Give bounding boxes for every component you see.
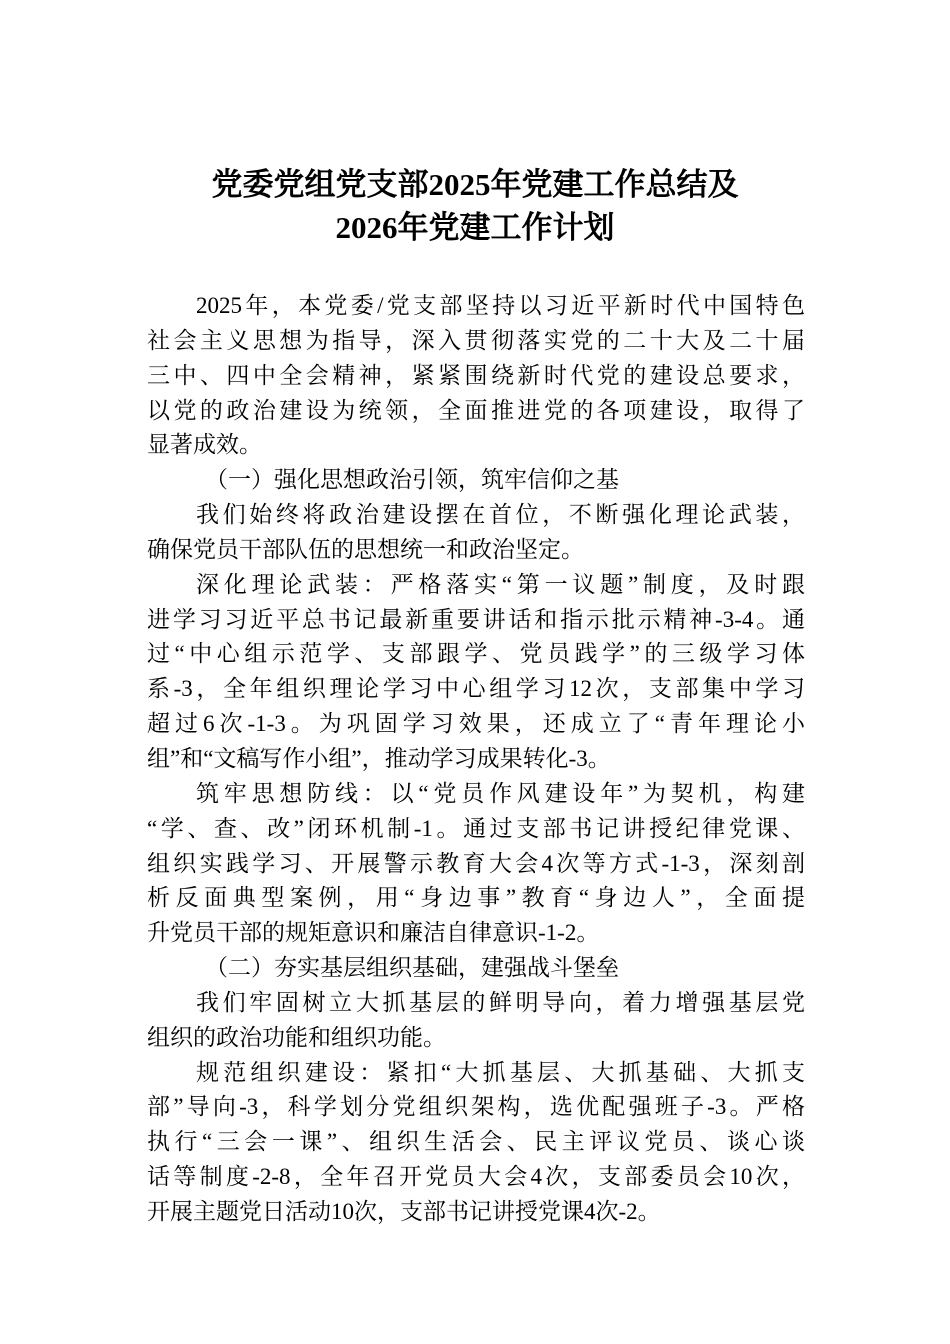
document-title-line-2: 2026年党建工作计划 [335,210,615,245]
paragraph [147,986,805,1056]
paragraph [147,1056,805,1230]
paragraph-line: 升党员干部的规矩意识和廉洁自律意识-1-2。 [147,920,600,946]
paragraph [147,777,805,951]
paragraph-line: 话等制度-2-8，全年召开党员大会4次，支部委员会10次， [147,1164,805,1190]
paragraph [147,568,805,777]
paragraph-line: 部”导向-3，科学划分党组织架构，选优配强班子-3。严格 [147,1094,805,1120]
paragraph-line: 以党的政治建设为统领，全面推进党的各项建设，取得了 [147,397,805,423]
paragraph [147,498,805,568]
paragraph-line: 析反面典型案例，用“身边事”教育“身边人”，全面提 [147,885,805,911]
paragraph-line: 2025年，本党委/党支部坚持以习近平新时代中国特色 [196,293,805,318]
paragraph-line: 三中、四中全会精神，紧紧围绕新时代党的建设总要求， [147,362,805,388]
paragraph-line: 过“中心组示范学、支部跟学、党员践学”的三级学习体 [147,641,805,667]
paragraph-line: 系-3，全年组织理论学习中心组学习12次，支部集中学习 [147,676,805,702]
paragraph-line: 我们牢固树立大抓基层的鲜明导向，着力增强基层党 [196,989,805,1015]
section-heading: （二）夯实基层组织基础，建强战斗堡垒 [205,955,619,981]
document-title-line-1: 党委党组党支部2025年党建工作总结及 [211,167,739,202]
section-heading: （一）强化思想政治引领，筑牢信仰之基 [205,467,619,493]
paragraph-line: 我们始终将政治建设摆在首位，不断强化理论武装， [196,502,805,528]
paragraph-line: 社会主义思想为指导，深入贯彻落实党的二十大及二十届 [147,327,805,353]
paragraph-line: 组织实践学习、开展警示教育大会4次等方式-1-3，深刻剖 [147,850,805,876]
paragraph-line: 筑牢思想防线：以“党员作风建设年”为契机，构建 [196,780,805,806]
document-body [147,289,805,1230]
paragraph-line: 规范组织建设：紧扣“大抓基层、大抓基础、大抓支 [196,1059,805,1085]
paragraph-line: 组织的政治功能和组织功能。 [147,1024,446,1050]
paragraph-line: 超过6次-1-3。为巩固学习效果，还成立了“青年理论小 [147,711,805,737]
paragraph-line: 确保党员干部队伍的思想统一和政治坚定。 [147,536,584,562]
paragraph-line: “学、查、改”闭环机制-1。通过支部书记讲授纪律党课、 [147,815,805,841]
paragraph-line: 开展主题党日活动10次，支部书记讲授党课4次-2。 [147,1198,661,1224]
paragraph-line: 组”和“文稿写作小组”，推动学习成果转化-3。 [147,745,611,771]
paragraph-line: 进学习习近平总书记最新重要讲话和指示批示精神-3-4。通 [147,606,805,632]
paragraph-line: 执行“三会一课”、组织生活会、民主评议党员、谈心谈 [147,1129,805,1155]
paragraph-line: 显著成效。 [147,432,262,458]
paragraph [147,289,805,463]
paragraph-line: 深化理论武装：严格落实“第一议题”制度，及时跟 [196,571,805,597]
